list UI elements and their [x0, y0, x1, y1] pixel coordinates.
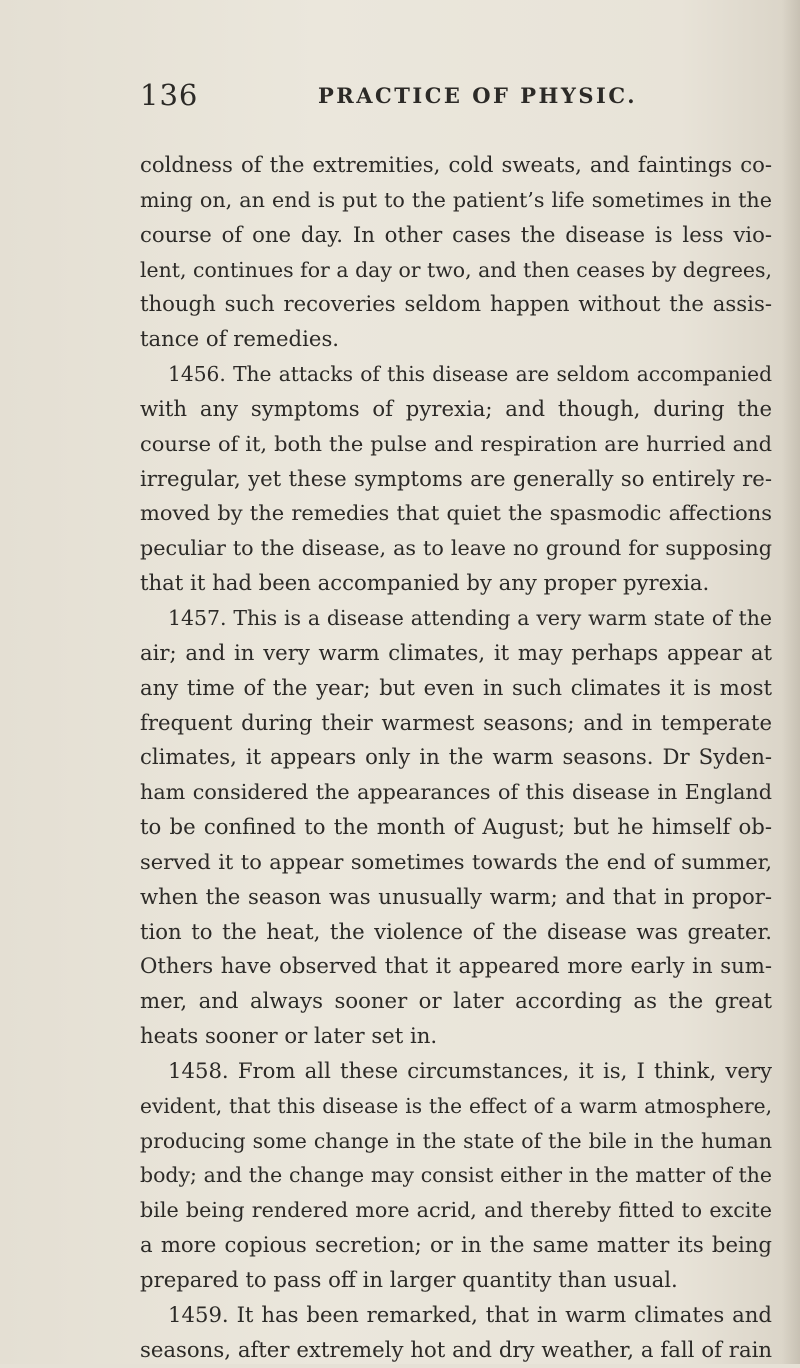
- text-line: heats sooner or later set in.: [140, 1023, 438, 1049]
- text-line: frequent during their warmest seasons; and in temperate: [140, 709, 772, 735]
- text-line: irregular, yet these symptoms are generally so entirely re-: [140, 465, 772, 491]
- text-line: 1457. This is a disease attending a very warm state of the: [168, 605, 772, 630]
- text-line: coldness of the extremities, cold sweats, and faintings co-: [140, 152, 772, 177]
- text-line: 1459. It has been remarked, that in warm climates and: [168, 1301, 772, 1327]
- text-line: body; and the change may consist either in the matter of the: [140, 1163, 772, 1188]
- text-line: tance of remedies.: [140, 326, 340, 352]
- text-line: air; and in very warm climates, it may perhaps appear at: [140, 639, 772, 665]
- running-title: PRACTICE OF PHYSIC.: [318, 83, 638, 108]
- page-header: [140, 78, 780, 118]
- text-line: course of one day. In other cases the disease is less vio-: [140, 221, 772, 247]
- text-line: bile being rendered more acrid, and thereby fitted to excite: [140, 1198, 772, 1223]
- text-line: seasons, after extremely hot and dry weather, a fall of rain: [140, 1336, 772, 1362]
- text-line: moved by the remedies that quiet the spasmodic affections: [140, 501, 772, 526]
- text-line: tion to the heat, the violence of the disease was greater.: [140, 918, 772, 944]
- page-number: 136: [140, 78, 199, 112]
- text-line: evident, that this disease is the effect of a warm atmosphere,: [140, 1093, 772, 1118]
- text-line: served it to appear sometimes towards the end of summer,: [140, 849, 772, 874]
- text-line: any time of the year; but even in such climates it is most: [140, 674, 772, 700]
- text-line: peculiar to the disease, as to leave no ground for supposing: [140, 536, 772, 561]
- text-line: that it had been accompanied by any proper pyrexia.: [140, 570, 710, 596]
- text-line: though such recoveries seldom happen without the assis-: [140, 291, 772, 317]
- text-line: ming on, an end is put to the patient’s life sometimes in the: [140, 187, 772, 212]
- text-line: with any symptoms of pyrexia; and though, during the: [140, 395, 772, 421]
- text-line: climates, it appears only in the warm seasons. Dr Syden-: [140, 744, 772, 770]
- text-line: mer, and always sooner or later according as the great: [140, 988, 772, 1014]
- text-line: to be confined to the month of August; but he himself ob-: [140, 814, 772, 840]
- text-line: lent, continues for a day or two, and then ceases by degrees,: [140, 257, 772, 282]
- text-line: ham considered the appearances of this disease in England: [140, 780, 772, 805]
- text-line: 1458. From all these circumstances, it is, I think, very: [168, 1057, 772, 1083]
- body-text: [140, 148, 772, 1368]
- text-line: producing some change in the state of the bile in the human: [140, 1128, 772, 1153]
- text-line: Others have observed that it appeared more early in sum-: [140, 953, 772, 979]
- text-line: when the season was unusually warm; and that in propor-: [140, 883, 772, 909]
- text-line: a more copious secretion; or in the same matter its being: [140, 1232, 772, 1258]
- text-line: course of it, both the pulse and respiration are hurried and: [140, 431, 772, 456]
- text-line: prepared to pass off in larger quantity than usual.: [140, 1267, 678, 1292]
- page-edge-shadow: [782, 0, 800, 1364]
- text-line: 1456. The attacks of this disease are seldom accompanied: [168, 362, 772, 387]
